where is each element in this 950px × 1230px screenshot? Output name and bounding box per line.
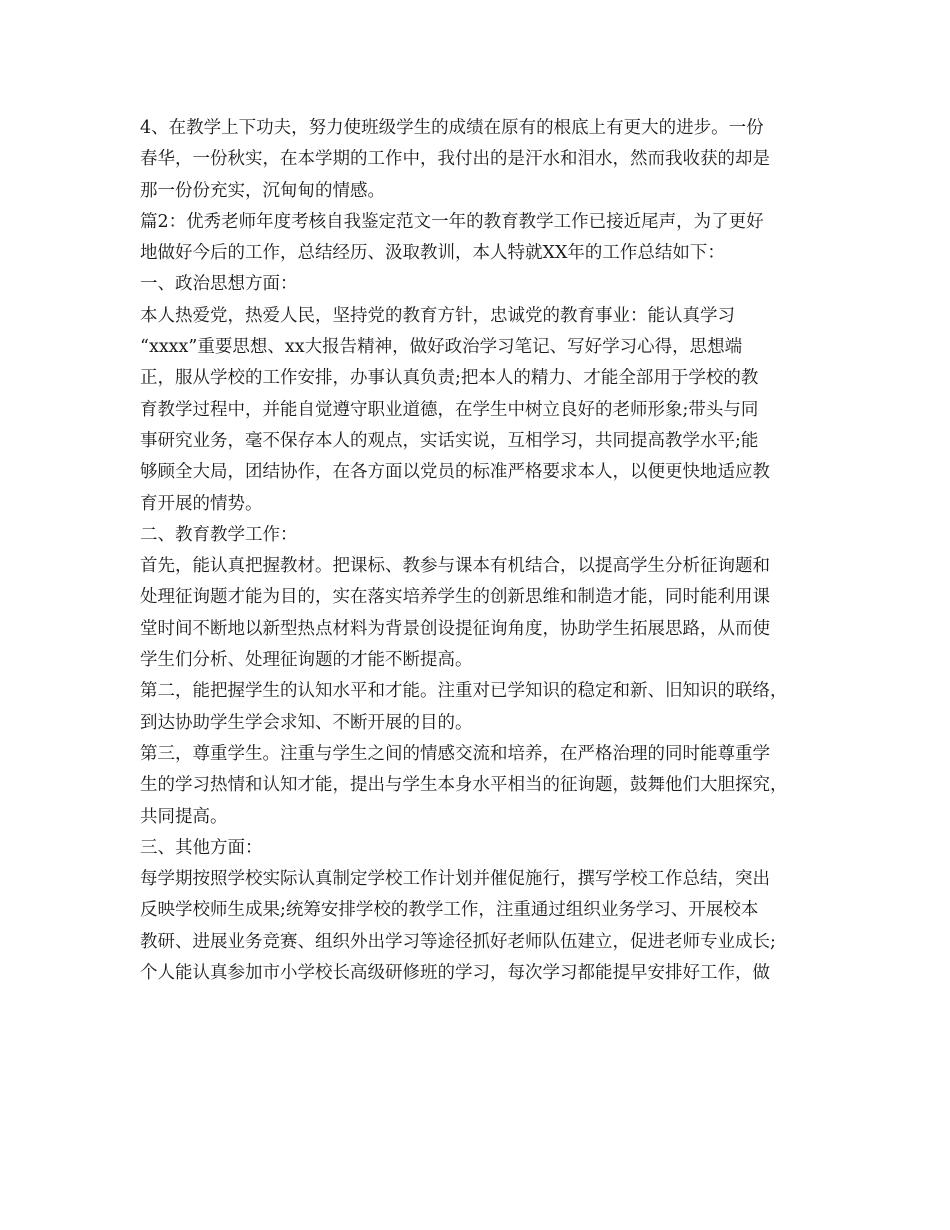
text-line: 个人能认真参加市小学校长高级研修班的学习，每次学习都能提早安排好工作，做 bbox=[140, 963, 770, 984]
text-line: 那一份份充实，沉甸甸的情感。 bbox=[140, 180, 385, 201]
text-line: 育开展的情势。 bbox=[140, 493, 263, 514]
text-line: 篇2：优秀老师年度考核自我鉴定范文一年的教育教学工作已接近尾声，为了更好 bbox=[140, 211, 764, 232]
section-heading: 二、教育教学工作： bbox=[140, 524, 298, 545]
text-line: 第二，能把握学生的认知水平和才能。注重对已学知识的稳定和新、旧知识的联络， bbox=[140, 681, 788, 702]
text-line: 处理征询题才能为目的，实在落实培养学生的创新思维和制造才能，同时能利用课 bbox=[140, 587, 770, 608]
text-line: 首先，能认真把握教材。把课标、教参与课本有机结合，以提高学生分析征询题和 bbox=[140, 556, 770, 577]
text-line: 育教学过程中，并能自觉遵守职业道德，在学生中树立良好的老师形象;带头与同 bbox=[140, 399, 759, 420]
text-line: 4、在教学上下功夫，努力使班级学生的成绩在原有的根底上有更大的进步。一份 bbox=[140, 118, 764, 138]
text-line: “xxxx”重要思想、xx大报告精神，做好政治学习笔记、写好学习心得，思想端 bbox=[140, 337, 743, 358]
text-line: 本人热爱党，热爱人民，坚持党的教育方针，忠诚党的教育事业：能认真学习 bbox=[140, 305, 735, 326]
text-line: 春华，一份秋实，在本学期的工作中，我付出的是汗水和泪水，然而我收获的却是 bbox=[140, 149, 770, 170]
text-line: 生的学习热情和认知才能，提出与学生本身水平相当的征询题，鼓舞他们大胆探究， bbox=[140, 775, 788, 796]
text-line: 地做好今后的工作，总结经历、汲取教训，本人特就XX年的工作总结如下： bbox=[140, 243, 725, 264]
text-line: 事研究业务，毫不保存本人的观点，实话实说，互相学习，共同提高教学水平;能 bbox=[140, 430, 759, 451]
text-line: 第三，尊重学生。注重与学生之间的情感交流和培养，在严格治理的同时能尊重学 bbox=[140, 743, 770, 764]
text-line: 反映学校师生成果;统筹安排学校的教学工作，注重通过组织业务学习、开展校本 bbox=[140, 900, 759, 921]
text-line: 学生们分析、处理征询题的才能不断提高。 bbox=[140, 650, 473, 671]
document-body bbox=[140, 113, 830, 989]
text-line: 正，服从学校的工作安排，办事认真负责;把本人的精力、才能全部用于学校的教 bbox=[140, 368, 759, 389]
section-heading: 一、政治思想方面： bbox=[140, 274, 298, 295]
text-line: 堂时间不断地以新型热点材料为背景创设提征询角度，协助学生拓展思路，从而使 bbox=[140, 618, 770, 639]
text-line: 共同提高。 bbox=[140, 806, 228, 827]
section-heading: 三、其他方面： bbox=[140, 837, 263, 858]
text-line: 够顾全大局，团结协作，在各方面以党员的标准严格要求本人，以便更快地适应教 bbox=[140, 462, 770, 483]
text-line: 每学期按照学校实际认真制定学校工作计划并催促施行，撰写学校工作总结，突出 bbox=[140, 869, 770, 890]
text-line: 到达协助学生学会求知、不断开展的目的。 bbox=[140, 712, 473, 733]
text-line: 教研、进展业务竞赛、组织外出学习等途径抓好老师队伍建立，促进老师专业成长; bbox=[140, 931, 776, 952]
